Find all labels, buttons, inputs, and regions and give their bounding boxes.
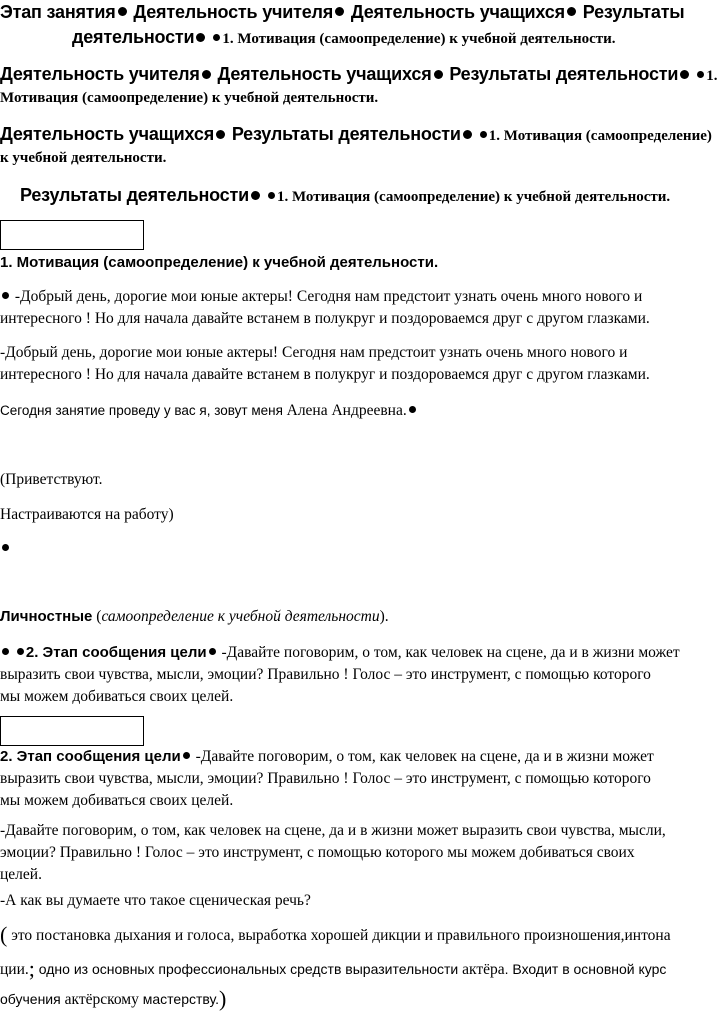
heading-3-line-2: к учебной деятельности. <box>0 150 167 166</box>
bullet-icon <box>216 130 225 139</box>
stage-2a-line-3: мы можем добиваться своих целей. <box>0 688 234 705</box>
personal-italic-text: самоопределение к учебной деятельности <box>101 608 380 625</box>
heading-4-line-1 <box>20 185 670 206</box>
answer-text: это постановка дыхания и голоса, выработка хорошей дикции и правильного произношения,интона <box>7 927 671 944</box>
paragraph-text: -Добрый день, дорогие мои юные актеры! Сегодня нам предстоит узнать очень много нового и <box>11 288 643 305</box>
stage-2a-line-1 <box>0 644 680 662</box>
heading-2-line-1 <box>0 64 718 85</box>
paragraph-4-line-1: -Давайте поговорим, о том, как человек на сцене, да и в жизни может выразить свои чувства, мысли, <box>0 822 666 839</box>
heading-text: Деятельность учащихся <box>0 124 215 144</box>
bullet-icon <box>202 70 211 79</box>
paragraph-4-line-2: эмоции? Правильно ! Голос – это инструмент, с помощью которого мы можем добиваться своих <box>0 844 635 861</box>
paragraph-text: -Давайте поговорим, о том, как человек на сцене, да и в жизни может <box>217 644 680 661</box>
bullet-icon <box>409 406 416 413</box>
paren-close: ) <box>219 986 227 1011</box>
heading-text: Деятельность учителя <box>0 64 200 84</box>
paragraph-3 <box>0 402 418 420</box>
bullet-icon <box>183 752 190 759</box>
lone-bullet <box>0 540 11 558</box>
bullet-icon <box>434 70 443 79</box>
answer-text: обучения <box>0 991 65 1007</box>
bullet-icon <box>268 192 275 199</box>
stage-2b-line-1 <box>0 748 654 766</box>
stage-2a-line-2: выразить свои чувства, мысли, эмоции? Правильно ! Голос – это инструмент, с помощью которого <box>0 666 651 683</box>
bullet-icon <box>209 648 216 655</box>
bullet-icon <box>567 7 576 16</box>
personal-label: Личностные <box>0 608 93 625</box>
paren-open: ( <box>0 922 8 947</box>
heading-text: Деятельность учащихся <box>212 64 432 84</box>
paragraph-2-line-1: -Добрый день, дорогие мои юные актеры! Сегодня нам предстоит узнать очень много нового и <box>0 344 628 361</box>
paragraph-1-line-1 <box>0 288 642 306</box>
empty-cell-box <box>0 220 144 250</box>
answer-text: одно из основных профессиональных средств выразительности <box>34 961 463 977</box>
heading-2-line-2: Мотивация (самоопределение) к учебной деятельности. <box>0 90 379 106</box>
answer-text: . Входит в основной курс <box>504 961 667 977</box>
bullet-icon <box>17 648 24 655</box>
personal-results <box>0 608 389 626</box>
heading-text: 1. Мотивация (самоопределение) к учебной деятельности. <box>222 31 616 47</box>
greeting-line-2: Настраиваются на работу) <box>0 506 174 523</box>
heading-text: Деятельность учащихся <box>346 2 565 22</box>
bullet-icon <box>480 131 487 138</box>
paragraph-text: -Давайте поговорим, о том, как человек на сцене, да и в жизни может <box>191 748 654 765</box>
heading-text: Результаты <box>577 2 685 22</box>
heading-3-line-1 <box>0 124 712 145</box>
heading-text: 1. <box>706 68 718 84</box>
bullet-icon <box>2 648 9 655</box>
heading-text: Результаты деятельности <box>444 64 679 84</box>
answer-line-1 <box>0 922 671 948</box>
bullet-icon <box>196 33 205 42</box>
heading-text: Результаты деятельности <box>227 124 461 144</box>
bullet-icon <box>680 70 689 79</box>
stage-2b-line-3: мы можем добиваться своих целей. <box>0 792 234 809</box>
bullet-icon <box>2 544 9 551</box>
bullet-icon <box>251 191 260 200</box>
bullet-icon <box>697 71 704 78</box>
bullet-icon <box>213 34 220 41</box>
heading-text: Результаты деятельности <box>20 185 249 205</box>
question: -А как вы думаете что такое сценическая речь? <box>0 892 311 909</box>
paragraph-text: Сегодня занятие проведу у вас я, зовут меня <box>0 403 287 418</box>
heading-text: деятельности <box>72 27 195 47</box>
heading-1-line-1 <box>0 2 684 23</box>
heading-text: Деятельность учителя <box>128 2 334 22</box>
answer-text: актёра <box>462 961 505 978</box>
paragraph-2-line-2: интересного ! Но для начала давайте встанем в полукруг и поздороваемся друг с другом глазками. <box>0 366 650 383</box>
paragraph-4-line-3: целей. <box>0 866 42 883</box>
bullet-icon <box>335 7 344 16</box>
heading-text: Этап занятия <box>0 2 116 22</box>
stage-2-title: 2. Этап сообщения цели <box>25 644 207 661</box>
bullet-icon <box>118 7 127 16</box>
answer-line-3 <box>0 986 226 1012</box>
teacher-name: Алена Андреевна. <box>286 402 407 419</box>
bullet-icon <box>2 292 9 299</box>
answer-text: мастерству. <box>138 991 220 1007</box>
paren-open: ( <box>92 608 102 625</box>
heading-text: 1. Мотивация (самоопределение) <box>488 128 712 144</box>
paragraph-1-line-2: интересного ! Но для начала давайте встанем в полукруг и поздороваемся друг с другом глазками. <box>0 310 650 327</box>
empty-cell-box <box>0 716 144 746</box>
heading-text: 1. Мотивация (самоопределение) к учебной деятельности. <box>276 189 671 205</box>
stage-2-title: 2. Этап сообщения цели <box>0 748 181 765</box>
bullet-icon <box>463 130 472 139</box>
semicolon: ; <box>28 956 35 981</box>
heading-1-line-2 <box>72 27 616 48</box>
paren-close: ). <box>379 608 389 625</box>
answer-text: актёрскому <box>64 991 139 1008</box>
answer-text: ции. <box>0 961 29 978</box>
answer-line-2 <box>0 956 666 982</box>
stage-2b-line-2: выразить свои чувства, мысли, эмоции? Правильно ! Голос – это инструмент, с помощью которого <box>0 770 651 787</box>
stage-1-title: 1. Мотивация (самоопределение) к учебной деятельности. <box>0 254 439 271</box>
greeting-line-1: (Приветствуют. <box>0 471 103 488</box>
